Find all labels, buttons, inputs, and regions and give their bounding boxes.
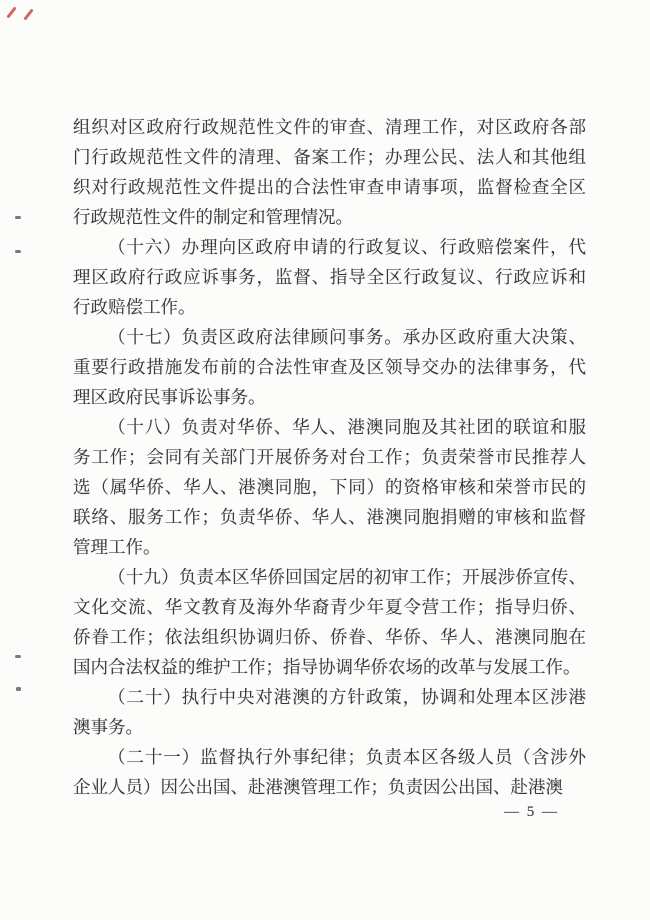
text-line: 管理工作。 bbox=[73, 537, 161, 557]
text-line: 选（属华侨、华人、港澳同胞，下同）的资格审核和荣誉市民的 bbox=[73, 477, 586, 497]
text-line: 侨眷工作；依法组织协调归侨、侨眷、华侨、华人、港澳同胞在 bbox=[73, 627, 586, 647]
text-line: （十九）负责本区华侨回国定居的初审工作；开展涉侨宣传、 bbox=[108, 567, 586, 587]
scan-speck bbox=[15, 250, 21, 253]
text-line: （十七）负责区政府法律顾问事务。承办区政府重大决策、 bbox=[108, 327, 586, 347]
text-line: 行政赔偿工作。 bbox=[73, 297, 196, 317]
text-line: 国内合法权益的维护工作；指导协调华侨农场的改革与发展工作。 bbox=[73, 657, 581, 677]
scan-speck bbox=[15, 655, 21, 658]
text-line: 织对行政规范性文件提出的合法性审查申请事项，监督检查全区 bbox=[73, 177, 586, 197]
scan-speck bbox=[15, 216, 21, 219]
red-scan-mark bbox=[6, 6, 16, 18]
text-line: 组织对区政府行政规范性文件的审查、清理工作，对区政府各部 bbox=[73, 117, 586, 137]
text-line: （十八）负责对华侨、华人、港澳同胞及其社团的联谊和服 bbox=[108, 417, 586, 437]
scan-speck bbox=[16, 687, 21, 691]
text-line: 联络、服务工作；负责华侨、华人、港澳同胞捐赠的审核和监督 bbox=[73, 507, 586, 527]
text-line: 行政规范性文件的制定和管理情况。 bbox=[73, 207, 353, 227]
text-line: 理区政府行政应诉事务，监督、指导全区行政复议、行政应诉和 bbox=[73, 267, 586, 287]
text-line: （二十）执行中央对港澳的方针政策，协调和处理本区涉港 bbox=[108, 687, 586, 707]
document-body bbox=[73, 112, 586, 802]
text-line: 门行政规范性文件的清理、备案工作；办理公民、法人和其他组 bbox=[73, 147, 586, 167]
page-number: — 5 — bbox=[504, 804, 559, 820]
text-line: 澳事务。 bbox=[73, 717, 143, 737]
text-line: 理区政府民事诉讼事务。 bbox=[73, 387, 266, 407]
text-line: 务工作；会同有关部门开展侨务对台工作；负责荣誉市民推荐人 bbox=[73, 447, 586, 467]
text-line: （十六）办理向区政府申请的行政复议、行政赔偿案件，代 bbox=[108, 237, 586, 257]
text-line: 重要行政措施发布前的合法性审查及区领导交办的法律事务，代 bbox=[73, 357, 586, 377]
red-scan-mark bbox=[23, 8, 33, 20]
text-line: 文化交流、华文教育及海外华裔青少年夏令营工作；指导归侨、 bbox=[73, 597, 586, 617]
text-line: 企业人员）因公出国、赴港澳管理工作；负责因公出国、赴港澳 bbox=[73, 777, 563, 797]
text-line: （二十一）监督执行外事纪律；负责本区各级人员（含涉外 bbox=[108, 747, 586, 767]
